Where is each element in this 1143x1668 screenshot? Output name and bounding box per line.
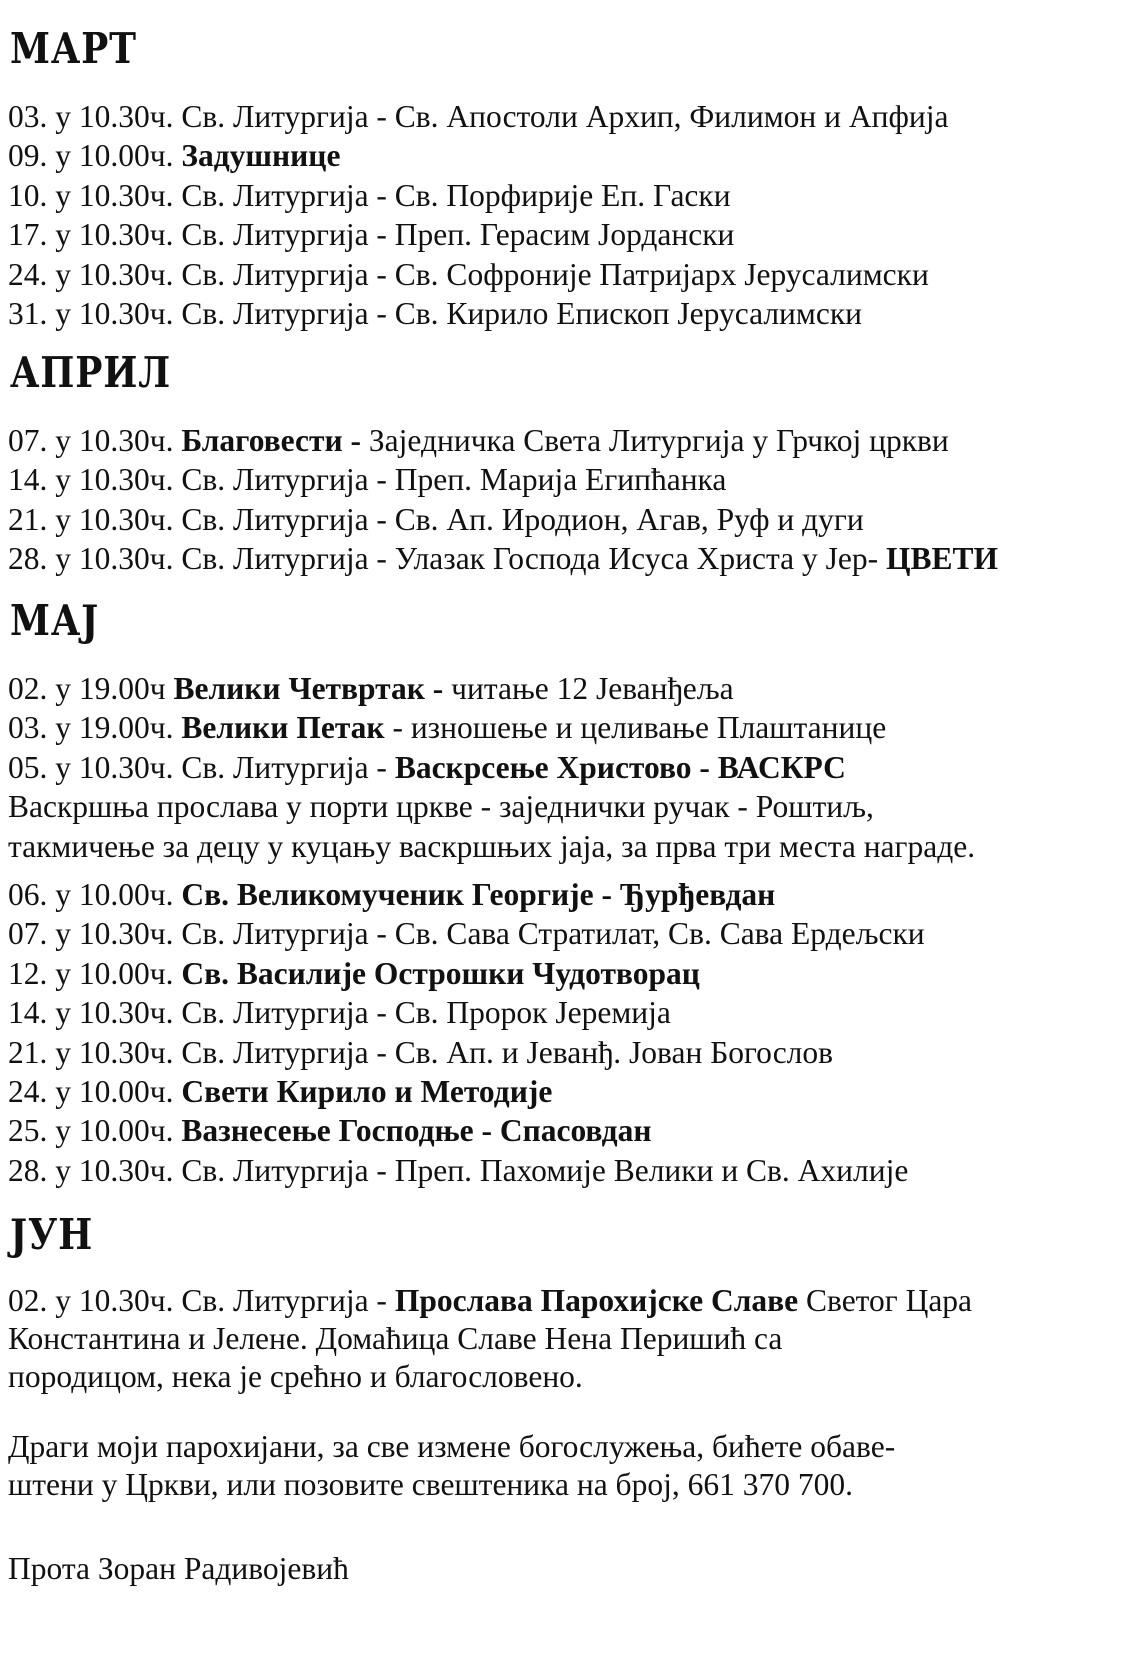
service-line-text: 12. у 10.00ч.: [8, 955, 182, 991]
service-line-text: 03. у 10.30ч. Св. Литургија - Св. Апостоли Архип, Филимон и Апфија: [8, 99, 949, 134]
service-line-text: 06. у 10.00ч.: [8, 877, 182, 912]
service-line: [8, 914, 925, 953]
service-line: [8, 500, 998, 539]
service-line-bold: Велики Петак: [181, 710, 385, 746]
notice-line-1: Драги моји парохијани, за све измене богослужења, бићете обаве-: [8, 1429, 896, 1464]
service-line-text: 21. у 10.30ч. Св. Литургија - Св. Ап. и Јеванђ. Јован Богослов: [8, 1034, 834, 1070]
service-line: [8, 708, 975, 747]
service-line-bold: ЦВЕТИ: [886, 541, 999, 577]
month-heading-april: АПРИЛ: [10, 348, 172, 397]
service-line: [8, 954, 925, 993]
service-line-text: 02. у 19.00ч: [8, 671, 174, 706]
service-line: [8, 460, 998, 499]
service-line-text: 24. у 10.00ч.: [8, 1074, 182, 1110]
maj-service-list: [8, 875, 925, 1190]
service-line-text: 07. у 10.30ч.: [8, 423, 182, 458]
service-line: [8, 1151, 925, 1190]
service-line: [8, 255, 948, 294]
service-line-tail: Заједничка Света Литургија у Грчкој цркви: [361, 423, 949, 458]
service-line-bold: Св. Великомученик Георгије - Ђурђевдан: [181, 877, 776, 912]
jun-line-1-text: 02. у 10.30ч. Св. Литургија -: [8, 1283, 395, 1318]
service-line-text: 28. у 10.30ч. Св. Литургија - Улазак Господа Исуса Христа у Јер-: [8, 541, 887, 577]
service-line: [8, 1033, 925, 1072]
service-line-text: 31. у 10.30ч. Св. Литургија - Св. Кирило Епископ Јерусалимски: [8, 296, 862, 332]
jun-line-1: [8, 1282, 972, 1320]
service-line: [8, 827, 975, 866]
service-line-text: такмичење за децу у куцању васкршњих јаја, за прва три места награде.: [8, 828, 976, 864]
maj-service-list-easter: [8, 669, 975, 866]
notice-paragraph: [8, 1428, 895, 1504]
service-line-text: 07. у 10.30ч. Св. Литургија - Св. Сава Стратилат, Св. Сава Ердељски: [8, 916, 925, 952]
jun-line-2: Константина и Јелене. Домаћица Славе Нена Перишић са: [8, 1321, 783, 1356]
service-line: [8, 748, 975, 787]
service-line: [8, 787, 975, 826]
signature: Прота Зоран Радивојевић: [8, 1551, 349, 1586]
service-line-text: 28. у 10.30ч. Св. Литургија - Преп. Пахомије Велики и Св. Ахилије: [8, 1152, 909, 1188]
month-heading-jun: ЈУН: [10, 1210, 94, 1259]
service-line: [8, 215, 948, 254]
service-line: [8, 294, 948, 333]
service-line-bold: Св. Василије Острошки Чудотворац: [181, 955, 700, 991]
service-line-text: 05. у 10.30ч. Св. Литургија -: [8, 749, 395, 785]
service-line-text: 24. у 10.30ч. Св. Литургија - Св. Софроније Патријарх Јерусалимски: [8, 256, 929, 292]
jun-line-3: породицом, нека је срећно и благословено.: [8, 1359, 583, 1394]
service-line-bold: Велики Четвртак -: [173, 671, 444, 706]
service-line: [8, 176, 948, 215]
service-line-bold: Благовести -: [181, 423, 362, 458]
service-line: [8, 136, 948, 175]
service-line-tail: - изношење и целивање Плаштанице: [384, 710, 887, 746]
service-line-text: 14. у 10.30ч. Св. Литургија - Св. Пророк Јеремија: [8, 995, 671, 1031]
service-line: [8, 993, 925, 1032]
jun-line-1-bold: Прослава Парохијске Славе: [394, 1283, 799, 1318]
service-line-bold: Вазнесење Господње - Спасовдан: [181, 1113, 652, 1149]
service-line: [8, 1111, 925, 1150]
service-line: [8, 669, 975, 708]
service-line-text: 14. у 10.30ч. Св. Литургија - Преп. Марија Египћанка: [8, 462, 727, 498]
service-line-text: 10. у 10.30ч. Св. Литургија - Св. Порфирије Еп. Гаски: [8, 177, 731, 213]
service-line-bold: Васкрсење Христово - ВАСКРС: [394, 749, 846, 785]
jun-slava-paragraph: [8, 1282, 972, 1396]
jun-line-1-tail: Светог Цара: [798, 1283, 973, 1318]
service-line-text: 09. у 10.00ч.: [8, 138, 182, 174]
service-line-tail: читање 12 Јеванђеља: [443, 671, 734, 706]
service-line: [8, 1072, 925, 1111]
service-line-text: 21. у 10.30ч. Св. Литургија - Св. Ап. Иродион, Агав, Руф и дуги: [8, 501, 864, 537]
service-line-bold: Задушнице: [181, 138, 341, 174]
notice-line-2: штени у Цркви, или позовите свештеника на број, 661 370 700.: [8, 1467, 853, 1502]
service-line-text: 03. у 19.00ч.: [8, 710, 182, 746]
service-line: [8, 539, 998, 578]
service-line-text: 25. у 10.00ч.: [8, 1113, 182, 1149]
april-service-list: [8, 421, 998, 579]
month-heading-mart: МАРТ: [10, 24, 137, 73]
service-line-text: 17. у 10.30ч. Св. Литургија - Преп. Герасим Јордански: [8, 217, 735, 253]
mart-service-list: [8, 97, 948, 333]
service-line-bold: Свети Кирило и Методије: [181, 1074, 553, 1110]
service-line: [8, 97, 948, 136]
service-line-text: Васкршња прослава у порти цркве - заједнички ручак - Роштиљ,: [8, 789, 874, 825]
month-heading-maj: МАЈ: [10, 596, 100, 645]
service-line: [8, 875, 925, 914]
service-line: [8, 421, 998, 460]
